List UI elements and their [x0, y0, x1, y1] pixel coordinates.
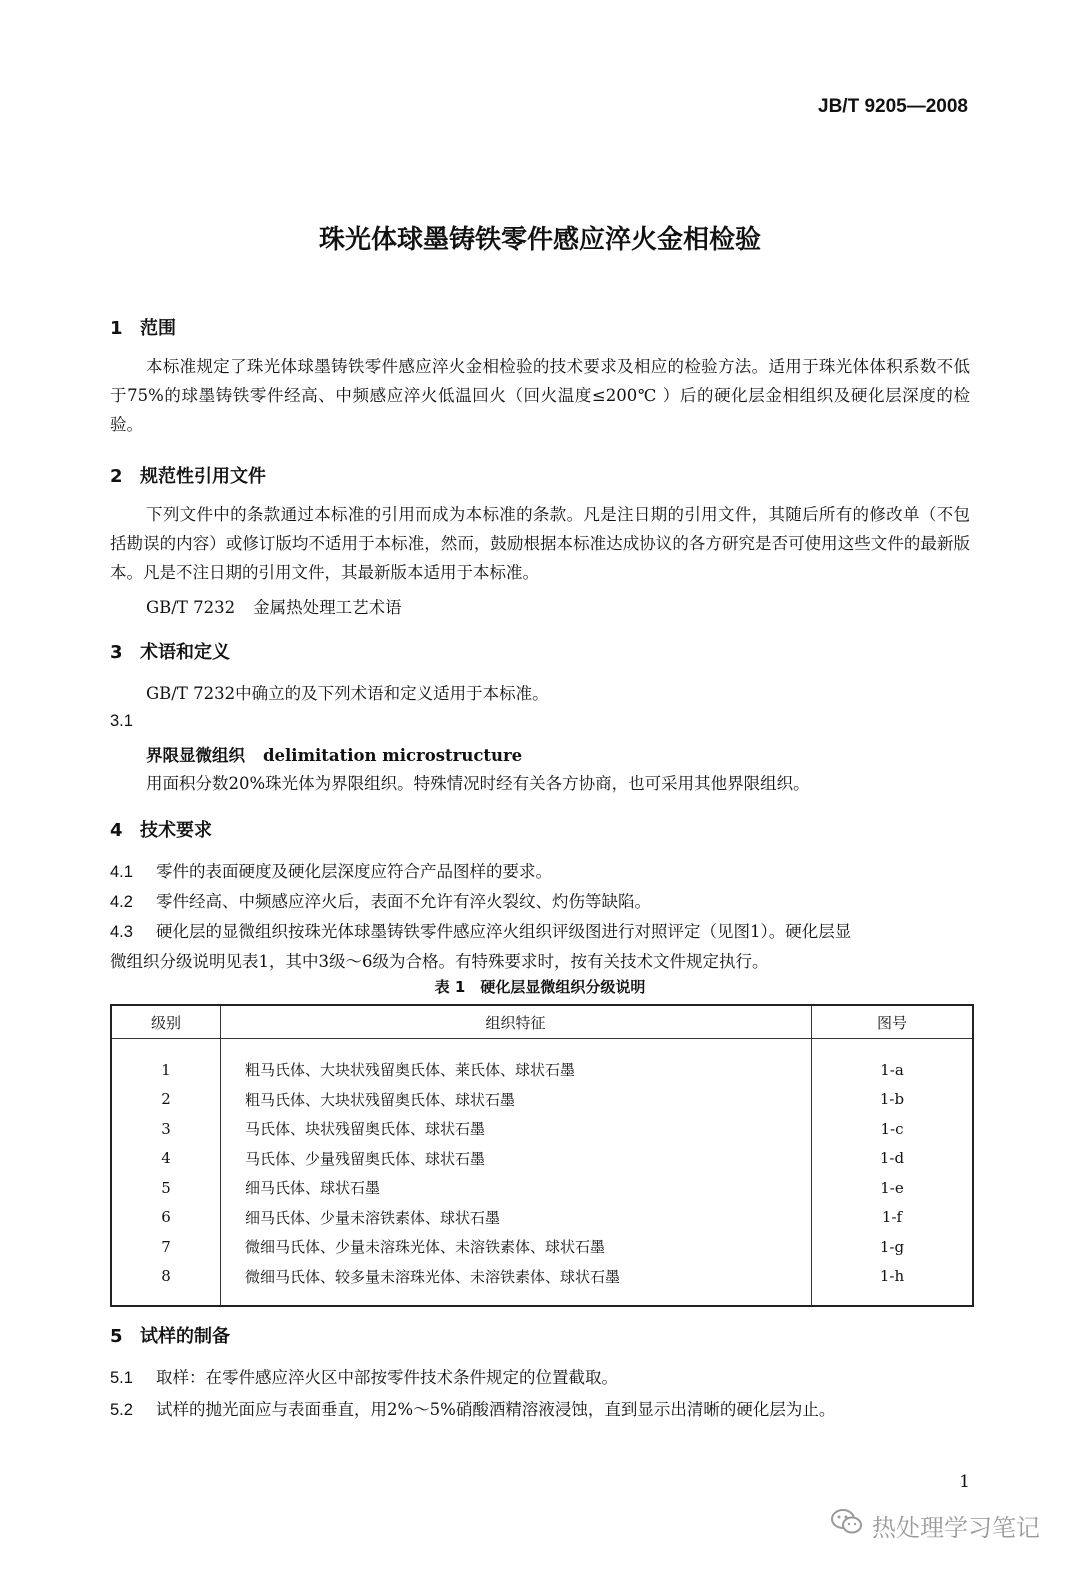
section-title: 范围 [140, 318, 176, 339]
page-title: 珠光体球墨铸铁零件感应淬火金相检验 [318, 225, 761, 255]
table-row [111, 1144, 973, 1174]
cell-level: 6 [161, 1208, 171, 1227]
normative-reference [146, 594, 402, 618]
section-title: 术语和定义 [140, 642, 230, 663]
section-3-paragraph: GB/T 7232中确立的及下列术语和定义适用于本标准。 [146, 684, 549, 703]
table-row [111, 1114, 973, 1144]
clause-4-3-continued: 微组织分级说明见表1，其中3级～6级为合格。有特殊要求时，按有关技术文件规定执行。 [110, 952, 769, 971]
clause-text: 取样：在零件感应淬火区中部按零件技术条件规定的位置截取。 [156, 1368, 618, 1387]
cell-description: 马氏体、少量残留奥氏体、球状石墨 [221, 1144, 812, 1174]
cell-level: 5 [161, 1178, 171, 1197]
clause-text: 零件经高、中频感应淬火后，表面不允许有淬火裂纹、灼伤等缺陷。 [156, 892, 651, 911]
header-description: 组织特征 [221, 1005, 812, 1039]
section-2-paragraph: 下列文件中的条款通过本标准的引用而成为本标准的条款。凡是注日期的引用文件，其随后所有的修改单（不包括勘误的内容）或修订版均不适用于本标准，然而，鼓励根据本标准达成协议的各方研究是否可使用这些文件的最新版本。凡是不注日期的引用文件，其最新版本适用于本标准。 [110, 505, 970, 582]
header-figure: 图号 [812, 1005, 974, 1039]
clause-text: 试样的抛光面应与表面垂直，用2%～5%硝酸酒精溶液浸蚀，直到显示出清晰的硬化层为止。 [156, 1400, 836, 1419]
cell-description: 粗马氏体、大块状残留奥氏体、莱氏体、球状石墨 [221, 1039, 812, 1085]
section-number: 4 [110, 820, 123, 841]
section-number: 1 [110, 318, 123, 339]
section-number: 5 [110, 1326, 123, 1347]
cell-figure: 1-g [812, 1232, 974, 1262]
cell-description: 微细马氏体、少量未溶珠光体、未溶铁素体、球状石墨 [221, 1232, 812, 1262]
cell-figure: 1-e [812, 1173, 974, 1203]
table-row [111, 1173, 973, 1203]
section-4-heading [110, 816, 212, 842]
section-5-heading [110, 1322, 230, 1348]
table-row [111, 1085, 973, 1115]
clause-5-2 [110, 1396, 835, 1420]
clause-5-1 [110, 1364, 618, 1388]
section-3-heading [110, 638, 230, 664]
page-number: 1 [959, 1472, 970, 1492]
standard-number: JB/T 9205—2008 [818, 96, 968, 117]
clause-4-2 [110, 888, 651, 912]
section-title: 技术要求 [140, 820, 212, 841]
cell-description: 粗马氏体、大块状残留奥氏体、球状石墨 [221, 1085, 812, 1115]
clause-text: 零件的表面硬度及硬化层深度应符合产品图样的要求。 [156, 862, 552, 881]
grade-table [110, 1004, 974, 1307]
cell-level: 2 [161, 1090, 171, 1109]
cell-figure: 1-f [812, 1203, 974, 1233]
cell-figure: 1-c [812, 1114, 974, 1144]
cell-description: 马氏体、块状残留奥氏体、球状石墨 [221, 1114, 812, 1144]
clause-number: 4.1 [110, 863, 133, 881]
clause-number: 4.3 [110, 923, 133, 941]
cell-level: 8 [161, 1267, 171, 1286]
table-row [111, 1203, 973, 1233]
section-number: 3 [110, 642, 123, 663]
watermark [830, 1507, 1040, 1543]
term-definition: 用面积分数20%珠光体为界限组织。特殊情况时经有关各方协商，也可采用其他界限组织。 [146, 774, 810, 793]
clause-text: 硬化层的显微组织按珠光体球墨铸铁零件感应淬火组织评级图进行对照评定（见图1）。硬化层显 [156, 922, 852, 941]
cell-description: 细马氏体、球状石墨 [221, 1173, 812, 1203]
term-chinese: 界限显微组织 [146, 746, 245, 765]
table-row [111, 1262, 973, 1307]
cell-description: 细马氏体、少量未溶铁素体、球状石墨 [221, 1203, 812, 1233]
clause-number: 4.2 [110, 893, 133, 911]
section-1-heading [110, 314, 176, 340]
term-english: delimitation microstructure [263, 746, 523, 765]
section-1-paragraph: 本标准规定了珠光体球墨铸铁零件感应淬火金相检验的技术要求及相应的检验方法。适用于珠光体体积系数不低于75%的球墨铸铁零件经高、中频感应淬火低温回火（回火温度≤200℃ ）后的硬化层金相组织及硬化层深度的检验。 [110, 357, 970, 434]
wechat-icon [830, 1507, 864, 1543]
cell-level: 3 [161, 1119, 171, 1138]
reference-title: 金属热处理工艺术语 [253, 598, 402, 617]
cell-figure: 1-b [812, 1085, 974, 1115]
table-row [111, 1039, 973, 1085]
watermark-text: 热处理学习笔记 [872, 1513, 1040, 1542]
cell-figure: 1-h [812, 1262, 974, 1307]
clause-4-3 [110, 918, 851, 942]
table-row [111, 1232, 973, 1262]
section-title: 试样的制备 [140, 1326, 230, 1347]
section-number: 2 [110, 466, 123, 487]
cell-figure: 1-a [812, 1039, 974, 1085]
cell-level: 7 [161, 1237, 171, 1256]
cell-figure: 1-d [812, 1144, 974, 1174]
reference-code: GB/T 7232 [146, 598, 236, 617]
table-header-row [111, 1005, 973, 1039]
section-2-heading [110, 462, 266, 488]
cell-description: 微细马氏体、较多量未溶珠光体、未溶铁素体、球状石墨 [221, 1262, 812, 1307]
section-title: 规范性引用文件 [140, 466, 266, 487]
clause-number: 5.2 [110, 1401, 133, 1419]
clause-4-1 [110, 858, 552, 882]
clause-3-1-number: 3.1 [110, 712, 133, 730]
clause-number: 5.1 [110, 1369, 133, 1387]
cell-level: 4 [161, 1149, 171, 1168]
header-level: 级别 [111, 1005, 221, 1039]
cell-level: 1 [161, 1060, 171, 1079]
table-caption: 表 1 硬化层显微组织分级说明 [434, 978, 646, 996]
term-heading [146, 742, 522, 766]
